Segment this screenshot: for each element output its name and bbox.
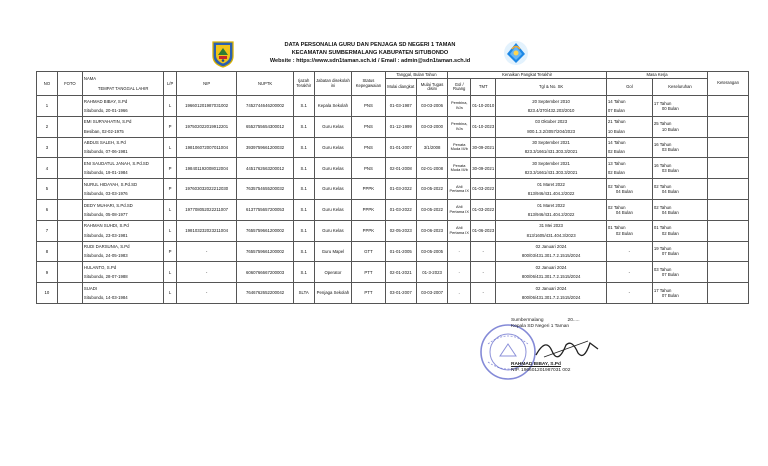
cell-tugas: 3/1/2008 [416, 137, 447, 158]
cell-ijazah: SLTA [293, 283, 314, 304]
cell-keterangan [708, 137, 749, 158]
cell-kes [652, 96, 707, 117]
cell-golruang: - [448, 262, 471, 283]
cell-kes-a: 19 Tahun [653, 246, 672, 252]
cell-kes-a: 17 Tahun [653, 287, 672, 293]
cell-gol [606, 179, 652, 200]
cell-kes-a: 25 Tahun [653, 121, 672, 127]
personnel-table [36, 71, 749, 304]
cell-golruang: Penata Muda III/b [448, 137, 471, 158]
cell-gol-a: 02 Tahun [607, 204, 626, 210]
cell-kes-b: 07 Bulan [661, 251, 679, 257]
cell-tugas: 03-05-2022 [416, 199, 447, 220]
col-mulai-tugas: Mulai Tugas disini [416, 79, 447, 96]
cell-status: GTT [352, 241, 385, 262]
cell-tugas: 01-3-2023 [416, 262, 447, 283]
cell-foto [57, 220, 82, 241]
cell-tugas: 03-05-2022 [416, 179, 447, 200]
cell-kes-a: 16 Tahun [653, 163, 672, 169]
cell-sk [496, 179, 607, 200]
cell-golruang: Ahli Pertama IX [448, 220, 471, 241]
cell-foto [57, 283, 82, 304]
col-mulai-diangkat: Mulai diangkat [385, 79, 416, 96]
cell-sk-no: 813/1605/431.404.3/2023 [526, 232, 576, 238]
cell-golruang: Penata Muda III/b [448, 158, 471, 179]
cell-tugas: 03-05-2005 [416, 241, 447, 262]
cell-foto [57, 199, 82, 220]
cell-sk [496, 220, 607, 241]
cell-nip: 198106072007011004 [176, 137, 237, 158]
cell-gol-b: 07 Bulan [607, 107, 625, 113]
cell-tmt: 01-10-2010 [471, 96, 496, 117]
cell-gol [606, 199, 652, 220]
cell-sk [496, 137, 607, 158]
cell-sk-date: 20 September 2010 [532, 98, 570, 104]
cell-nuptk: 7655759661200002 [237, 220, 293, 241]
cell-sk-no: 823.3/1661/431.303.3/2021 [524, 170, 578, 176]
signature-date: 20..... [567, 318, 580, 323]
cell-kes-a: 01 Tahun [653, 225, 672, 231]
cell-gol [606, 116, 652, 137]
cell-nama: RAHMAN SUHDI, S.Pd [83, 223, 129, 229]
cell-keterangan [708, 241, 749, 262]
header-line-3: Website : https://www.sdn1taman.sch.id / Email : admin@sdn1taman.sch.id [269, 58, 471, 64]
cell-kes [652, 158, 707, 179]
cell-no: 5 [37, 179, 58, 200]
cell-diangkat: 02-05-2023 [385, 220, 416, 241]
cell-golruang: Ahli Pertama IX [448, 179, 471, 200]
cell-kes-b: 10 Bulan [661, 126, 679, 132]
cell-ttl: Situbondo, 24-05-1983 [83, 253, 128, 259]
cell-no: 1 [37, 96, 58, 117]
cell-tugas: 03-03-2006 [416, 96, 447, 117]
cell-sk-no: 813/946/431.404.2/2022 [527, 211, 575, 217]
cell-kes [652, 220, 707, 241]
cell-kes-b: 04 Bulan [661, 209, 679, 215]
cell-jabatan: Operator [314, 262, 352, 283]
table-row [37, 220, 749, 241]
cell-status: PPPK [352, 179, 385, 200]
col-gol-ruang: Gol / Ruang [448, 79, 471, 96]
cell-diangkat: 01-03-1987 [385, 96, 416, 117]
col-nuptk: NUPTK [237, 72, 293, 96]
cell-sk-date: 30 September 2021 [532, 161, 570, 167]
cell-keterangan [708, 199, 749, 220]
cell-diangkat: 01-03-2022 [385, 179, 416, 200]
signature-block [505, 318, 625, 374]
cell-sk [496, 116, 607, 137]
cell-status: PPPK [352, 220, 385, 241]
cell-kes-b: 03 Bulan [661, 147, 679, 153]
cell-ttl: Situbondo, 20-01-1966 [83, 107, 128, 113]
cell-nip: - [176, 283, 237, 304]
cell-nama-ttl [82, 199, 163, 220]
table-row [37, 199, 749, 220]
col-ijazah: Ijazah Terakhir [293, 72, 314, 96]
cell-ttl: Situbondo, 14-03-1984 [83, 295, 128, 301]
cell-sk [496, 241, 607, 262]
cell-tmt: - [471, 262, 496, 283]
col-tmt: TMT [471, 79, 496, 96]
cell-no: 2 [37, 116, 58, 137]
cell-kes [652, 137, 707, 158]
cell-kes-a: 02 Tahun [653, 183, 672, 189]
cell-gol-b: 10 Bulan [607, 128, 625, 134]
cell-status: PTT [352, 262, 385, 283]
cell-status: PTT [352, 283, 385, 304]
cell-keterangan [708, 220, 749, 241]
cell-nip: 197603032022212030 [176, 179, 237, 200]
cell-foto [57, 96, 82, 117]
cell-jabatan: Guru Kelas [314, 199, 352, 220]
cell-tmt: 01-03-2022 [471, 179, 496, 200]
cell-sk-no: 823.3/1661/431.303.3/2021 [524, 149, 578, 155]
table-row [37, 283, 749, 304]
cell-kes [652, 179, 707, 200]
cell-sk-date: 31 Mei 2023 [539, 223, 563, 229]
cell-jabatan: Guru Kelas [314, 179, 352, 200]
cell-nama: ABDUS SALEH, S.Pd [83, 140, 126, 146]
cell-nip: 198103232023211004 [176, 220, 237, 241]
cell-ttl: Situbondo, 19-01-1984 [83, 170, 128, 176]
cell-keterangan [708, 116, 749, 137]
cell-tmt: 30-09-2021 [471, 158, 496, 179]
cell-kes-a: 16 Tahun [653, 142, 672, 148]
cell-status: PNS [352, 116, 385, 137]
cell-kes [652, 116, 707, 137]
cell-lp: P [164, 116, 177, 137]
cell-gol-b: 04 Bulan [615, 209, 633, 215]
cell-nip: 197502022019912201 [176, 116, 237, 137]
cell-kes [652, 199, 707, 220]
table-row [37, 116, 749, 137]
cell-foto [57, 116, 82, 137]
cell-gol-a: 01 Tahun [607, 225, 626, 231]
cell-nip: - [176, 241, 237, 262]
cell-sk [496, 262, 607, 283]
cell-nama: EMI SURYAHATIN, S.Pd [83, 119, 132, 125]
col-jabatan: Jabatan disekolah ini [314, 72, 352, 96]
col-keseluruhan: Keseluruhan [652, 79, 707, 96]
cell-tugas: 03-03-2000 [416, 116, 447, 137]
col-keterangan: Keterangan [708, 72, 749, 96]
cell-no: 8 [37, 241, 58, 262]
cell-keterangan [708, 158, 749, 179]
cell-ttl: Situbondo, 05-08-1977 [83, 211, 128, 217]
cell-nuptk: 4451762663200012 [237, 158, 293, 179]
cell-diangkat: 03-01-2007 [385, 283, 416, 304]
cell-gol-a: 14 Tahun [607, 140, 626, 146]
cell-diangkat: 01-03-2022 [385, 199, 416, 220]
cell-no: 7 [37, 220, 58, 241]
cell-nuptk: 7635754655200032 [237, 179, 293, 200]
cell-kes-a: 03 Tahun [653, 267, 672, 273]
cell-kes [652, 262, 707, 283]
cell-tugas: 03-06-2023 [416, 220, 447, 241]
col-ttl: TEMPAT TANGGAL LAHIR [97, 85, 149, 91]
cell-gol-b: 02 Bulan [615, 230, 633, 236]
cell-tmt: 01-03-2022 [471, 199, 496, 220]
col-status: Status Kepegawaian [352, 72, 385, 96]
cell-ijazah: S.1 [293, 179, 314, 200]
regency-crest-icon [211, 40, 235, 68]
cell-golruang: - [448, 283, 471, 304]
table-row [37, 96, 749, 117]
cell-nama: RUDI DARSUNIA, S.Pd [83, 244, 130, 250]
cell-kes-b: 03 Bulan [661, 168, 679, 174]
cell-sk-no: 800/03/431.301.7.2.1515/2024 [521, 253, 581, 259]
cell-sk-no: 813/946/431.404.2/2022 [527, 191, 575, 197]
cell-jabatan: Penjaga Sekolah [314, 283, 352, 304]
cell-no: 6 [37, 199, 58, 220]
cell-keterangan [708, 96, 749, 117]
cell-sk [496, 199, 607, 220]
cell-kes-a: 02 Tahun [653, 204, 672, 210]
cell-sk-date: 03 Oktober 2023 [535, 119, 568, 125]
col-foto: FOTO [57, 72, 82, 96]
cell-nama-ttl [82, 262, 163, 283]
signature-name: RAHMAD BIBAY, S.Pd [511, 362, 561, 367]
table-row [37, 137, 749, 158]
cell-sk-date: 01 Maret 2022 [537, 202, 565, 208]
cell-gol [606, 137, 652, 158]
cell-keterangan [708, 262, 749, 283]
cell-nama-ttl [82, 179, 163, 200]
cell-gol-a: 02 Tahun [607, 183, 626, 189]
cell-jabatan: Guru Mapel [314, 241, 352, 262]
cell-nama: RAHMAD BIBAY, S.Pd [83, 98, 128, 104]
cell-lp: L [164, 262, 177, 283]
cell-foto [57, 179, 82, 200]
cell-diangkat: 01-01-2005 [385, 241, 416, 262]
cell-kes-b: 04 Bulan [661, 189, 679, 195]
cell-lp: L [164, 96, 177, 117]
cell-gol-a: - [628, 290, 631, 296]
col-no: NO [37, 72, 58, 96]
cell-lp: L [164, 283, 177, 304]
cell-no: 9 [37, 262, 58, 283]
header-line-1: DATA PERSONALIA GURU DAN PENJAGA SD NEGERI 1 TAMAN [284, 42, 456, 48]
cell-diangkat: 02-01-2021 [385, 262, 416, 283]
cell-kes-b: 07 Bulan [661, 293, 679, 299]
table-row [37, 158, 749, 179]
col-tgl-sk: Tgl & No. SK [496, 79, 607, 96]
cell-gol [606, 220, 652, 241]
cell-sk-no: 800.1.3.2/3057/204/2023 [527, 128, 575, 134]
cell-gol [606, 241, 652, 262]
cell-tmt: - [471, 283, 496, 304]
cell-tugas: 03-03-2007 [416, 283, 447, 304]
cell-tugas: 02-01-2008 [416, 158, 447, 179]
cell-ijazah: S.1 [293, 137, 314, 158]
cell-nama-ttl [82, 158, 163, 179]
cell-ttl: Situbondo, 23-03-1981 [83, 232, 128, 238]
cell-nama: DEDY MUHARI, S.Pd.SD [83, 202, 133, 208]
cell-gol-a: 13 Tahun [607, 161, 626, 167]
cell-nuptk: 6137755657200053 [237, 199, 293, 220]
cell-tmt: - [471, 241, 496, 262]
cell-lp: L [164, 137, 177, 158]
cell-lp: P [164, 158, 177, 179]
cell-sk-date: 02 Januari 2024 [535, 265, 567, 271]
cell-diangkat: 01-12-1999 [385, 116, 416, 137]
cell-foto [57, 158, 82, 179]
cell-sk-date: 01 Maret 2022 [537, 181, 565, 187]
signature-role: Kepala SD Negeri 1 Taman [511, 324, 570, 329]
table-row [37, 241, 749, 262]
cell-ttl: Situbondo, 28-07-1988 [83, 274, 128, 280]
cell-lp: L [164, 199, 177, 220]
cell-lp: L [164, 220, 177, 241]
cell-foto [57, 262, 82, 283]
cell-nama-ttl [82, 241, 163, 262]
cell-ijazah: S.1 [293, 96, 314, 117]
cell-kes-b: 07 Bulan [661, 272, 679, 278]
cell-gol [606, 283, 652, 304]
cell-gol-b: 02 Bulan [607, 149, 625, 155]
cell-lp: P [164, 241, 177, 262]
table-row [37, 262, 749, 283]
cell-sk-no: 800/06/431.301.7.2.1515/2024 [521, 295, 581, 301]
cell-nip: 196601201987031002 [176, 96, 237, 117]
cell-kes-b: 00 Bulan [661, 105, 679, 111]
cell-gol-b: 04 Bulan [615, 189, 633, 195]
cell-sk [496, 283, 607, 304]
cell-gol-b: 02 Bulan [607, 170, 625, 176]
cell-ijazah: S.1 [293, 158, 314, 179]
cell-gol-a: 14 Tahun [607, 98, 626, 104]
cell-ijazah: S.1 [293, 116, 314, 137]
cell-status: PNS [352, 137, 385, 158]
cell-kes [652, 283, 707, 304]
tut-wuri-handayani-icon [503, 40, 529, 66]
document-header [240, 41, 500, 65]
signature-place: Sumbermalang [511, 318, 544, 323]
cell-nuptk: 3939759661200032 [237, 137, 293, 158]
cell-nama-ttl [82, 220, 163, 241]
col-nip: NIP [176, 72, 237, 96]
cell-sk-no: 823.4/370/432.203/2010 [527, 107, 575, 113]
col-masa-group: Masa Kerja [606, 72, 707, 79]
cell-keterangan [708, 179, 749, 200]
cell-nama-ttl [82, 283, 163, 304]
cell-nuptk: 7646762652200042 [237, 283, 293, 304]
cell-status: PNS [352, 96, 385, 117]
cell-no: 3 [37, 137, 58, 158]
cell-sk [496, 158, 607, 179]
cell-golruang: - [448, 241, 471, 262]
cell-nuptk: 6060766667200003 [237, 262, 293, 283]
cell-ttl: Situbondo, 07-06-1981 [83, 149, 128, 155]
table-row [37, 179, 749, 200]
cell-gol-a: 21 Tahun [607, 119, 626, 125]
cell-sk-date: 02 Januari 2024 [535, 285, 567, 291]
cell-nip: 198401192008012004 [176, 158, 237, 179]
cell-jabatan: Kepala Sekolah [314, 96, 352, 117]
signature-nip: NIP. 196601201987031 002 [511, 368, 571, 373]
cell-golruang: Pembina, IV/a [448, 116, 471, 137]
cell-nama-ttl [82, 96, 163, 117]
cell-nama-ttl [82, 116, 163, 137]
cell-tmt: 30-09-2021 [471, 137, 496, 158]
cell-no: 4 [37, 158, 58, 179]
cell-ijazah: S.1 [293, 241, 314, 262]
cell-ijazah: S.1 [293, 199, 314, 220]
cell-gol [606, 262, 652, 283]
cell-gol-a: - [628, 248, 631, 254]
col-tanggal-group: Tanggal, Bulan Tahun [385, 72, 448, 79]
cell-nuptk: 6552755654300012 [237, 116, 293, 137]
cell-gol-a: - [628, 269, 631, 275]
cell-diangkat: 01-01-2007 [385, 137, 416, 158]
cell-nama-ttl [82, 137, 163, 158]
col-lp: L/P [164, 72, 177, 96]
cell-sk-date: 30 September 2021 [532, 140, 570, 146]
cell-sk-no: 800/06/431.301.7.2.1515/2024 [521, 274, 581, 280]
cell-sk-date: 02 Januari 2024 [535, 244, 567, 250]
col-gol: Gol [606, 79, 652, 96]
cell-keterangan [708, 283, 749, 304]
cell-ttl: Besiban, 02-02-1975 [83, 128, 124, 134]
cell-nama: SUADI [83, 285, 98, 291]
cell-status: PNS [352, 158, 385, 179]
cell-nuptk: 7655759661200002 [237, 241, 293, 262]
cell-kes [652, 241, 707, 262]
cell-golruang: Pembina, IV/a [448, 96, 471, 117]
cell-kes-b: 02 Bulan [661, 230, 679, 236]
cell-nama: NURUL HIDAYAH, S.Pd.SD [83, 181, 138, 187]
cell-no: 10 [37, 283, 58, 304]
cell-nip: - [176, 262, 237, 283]
cell-jabatan: Guru Kelas [314, 116, 352, 137]
cell-status: PPPK [352, 199, 385, 220]
cell-nama: HULANTO, S.Pd [83, 265, 117, 271]
cell-foto [57, 137, 82, 158]
cell-ijazah: S.1 [293, 262, 314, 283]
cell-gol [606, 96, 652, 117]
cell-ijazah: S.1 [293, 220, 314, 241]
cell-tmt: 01-10-2023 [471, 116, 496, 137]
col-pangkat-group: Kenaikan Pangkat Terakhir [448, 72, 607, 79]
cell-nuptk: 7452744646200002 [237, 96, 293, 117]
cell-golruang: Ahli Pertama IX [448, 199, 471, 220]
cell-jabatan: Guru Kelas [314, 158, 352, 179]
cell-ttl: Situbondo, 03-03-1976 [83, 191, 128, 197]
col-nama: NAMA [83, 76, 97, 82]
cell-diangkat: 02-01-2008 [385, 158, 416, 179]
col-nama-ttl [82, 72, 163, 96]
cell-tmt: 01-06-2023 [471, 220, 496, 241]
cell-nama: ENI SAUDATUL JANAH, S.Pd.SD [83, 161, 149, 167]
cell-kes-a: 17 Tahun [653, 100, 672, 106]
cell-jabatan: Guru Kelas [314, 220, 352, 241]
cell-gol [606, 158, 652, 179]
cell-lp: P [164, 179, 177, 200]
cell-jabatan: Guru Kelas [314, 137, 352, 158]
cell-nip: 197708052022211007 [176, 199, 237, 220]
cell-sk [496, 96, 607, 117]
header-line-2: KECAMATAN SUMBERMALANG KABUPATEN SITUBONDO [291, 50, 449, 56]
cell-foto [57, 241, 82, 262]
